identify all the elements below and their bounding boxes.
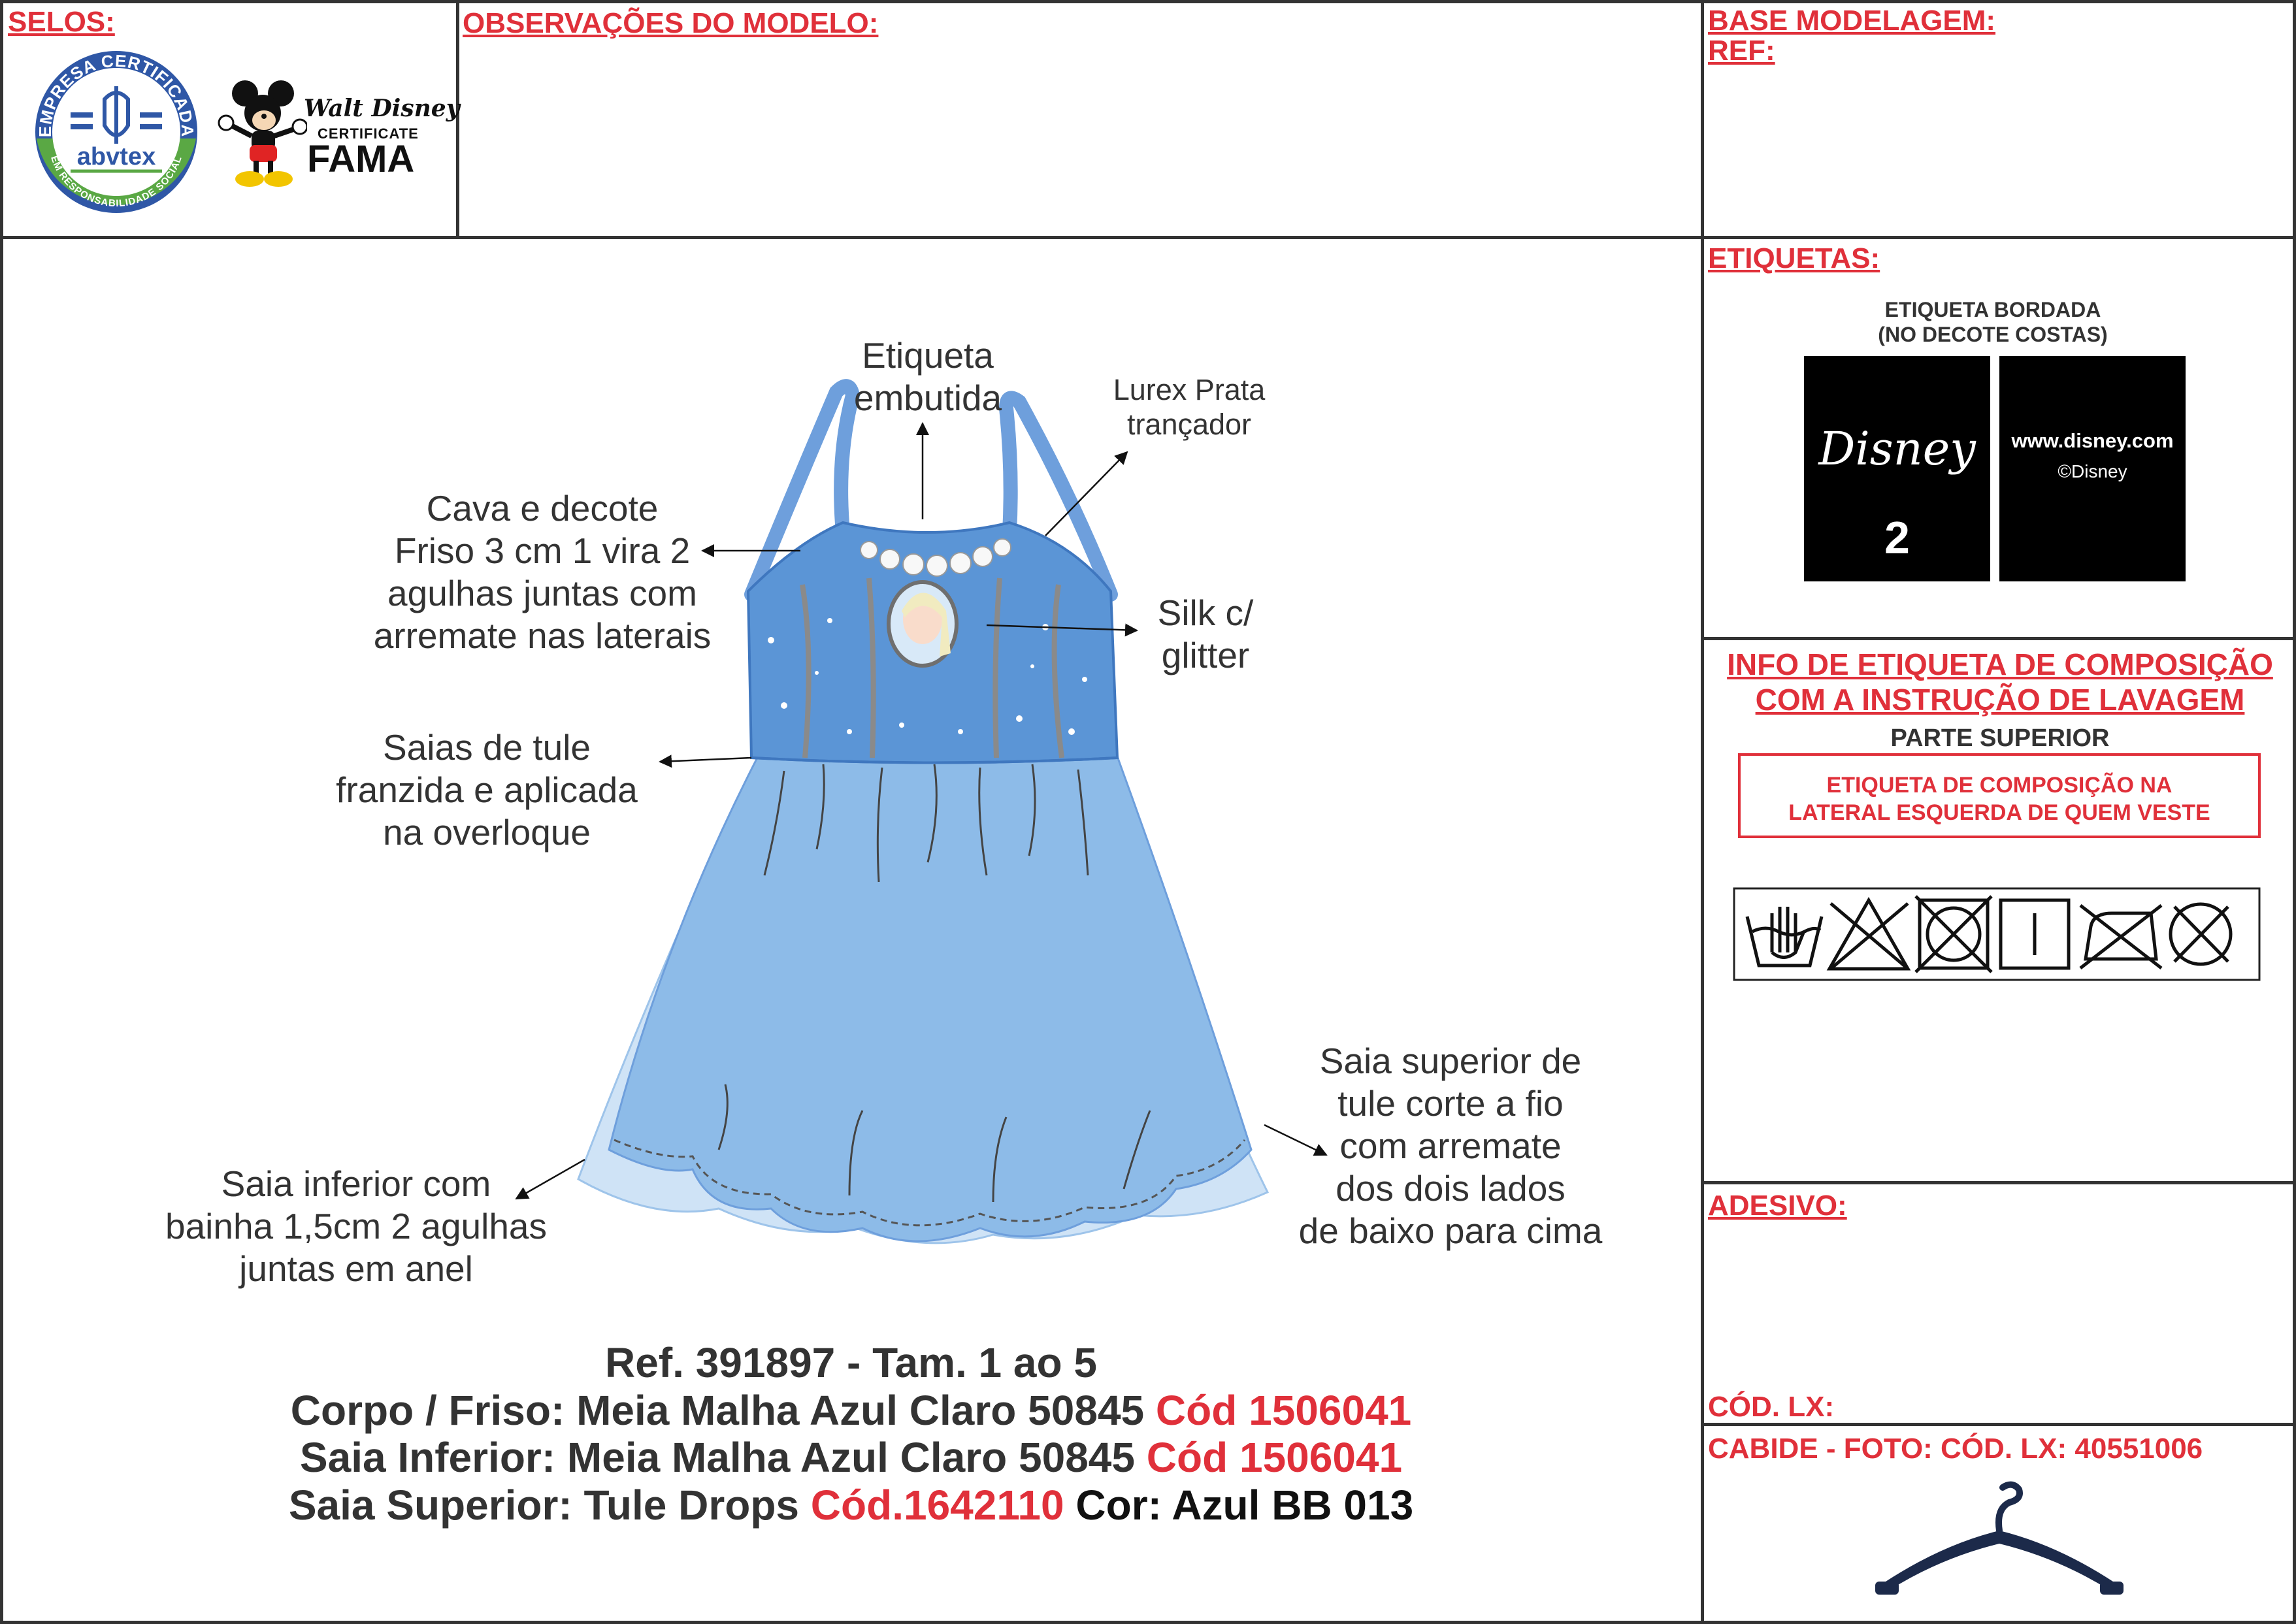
caption-line: ETIQUETA BORDADA — [1884, 298, 2101, 321]
callout-line: Etiqueta — [862, 335, 994, 376]
spec-ref-text: Ref. 391897 - Tam. 1 ao 5 — [605, 1339, 1097, 1386]
callout-line: bainha 1,5cm 2 agulhas — [165, 1206, 548, 1246]
composition-part: PARTE SUPERIOR — [1890, 724, 2110, 752]
walt-disney-script-logo: Walt Disney — [304, 95, 460, 122]
disney-label-front — [1804, 356, 1990, 581]
composition-box-line: ETIQUETA DE COMPOSIÇÃO NA — [1826, 773, 2173, 798]
composition-title-line: COM A INSTRUÇÃO DE LAVAGEM — [1755, 683, 2245, 717]
callout-saias-tule — [314, 726, 660, 854]
callout-saia-inferior — [144, 1163, 568, 1290]
callout-line: de baixo para cima — [1298, 1210, 1603, 1251]
svg-text:EMPRESA CERTIFICADA: EMPRESA CERTIFICADA — [35, 50, 198, 138]
callout-line: Saias de tule — [383, 727, 591, 768]
callout-line: com arremate — [1339, 1126, 1562, 1166]
seals-title: SELOS: — [8, 6, 115, 38]
callout-line: Saia superior de — [1319, 1041, 1582, 1081]
callout-line: Saia inferior com — [221, 1163, 491, 1204]
composition-box-line: LATERAL ESQUERDA DE QUEM VESTE — [1788, 800, 2210, 825]
spec-saia-inferior-text: Saia Inferior: Meia Malha Azul Claro 50845 — [299, 1434, 1147, 1481]
disney-copyright: ©Disney — [2058, 461, 2127, 481]
callout-silk-glitter — [1140, 592, 1271, 677]
callout-line: Cava e decote — [426, 488, 659, 528]
caption-line: (NO DECOTE COSTAS) — [1878, 323, 2108, 346]
spec-saia-superior-code: Cód.1642110 — [810, 1482, 1064, 1529]
hanger-title: CABIDE - FOTO: CÓD. LX: 40551006 — [1708, 1433, 2203, 1465]
spec-corpo-code: Cód 1506041 — [1155, 1387, 1412, 1434]
embroidered-label-caption — [1803, 297, 2182, 347]
model-notes-title: OBSERVAÇÕES DO MODELO: — [463, 7, 879, 39]
spec-saia-inferior-code: Cód 1506041 — [1146, 1434, 1403, 1481]
disney-url: www.disney.com — [2011, 429, 2174, 452]
svg-text:EM RESPONSABILIDADE SOCIAL: EM RESPONSABILIDADE SOCIAL — [48, 154, 184, 210]
callout-line: arremate nas laterais — [373, 615, 712, 656]
callout-line: glitter — [1161, 635, 1250, 675]
callout-lurex — [1078, 372, 1300, 442]
disney-logo: Disney — [1818, 422, 1976, 476]
callout-line: na overloque — [382, 812, 591, 853]
ref-title: REF: — [1708, 35, 1775, 67]
callout-line: Lurex Prata — [1113, 373, 1266, 406]
hanger-icon — [1862, 1473, 2137, 1604]
spec-saia-superior-color: Cor: Azul BB 013 — [1064, 1482, 1414, 1529]
svg-text:abvtex: abvtex — [76, 143, 156, 171]
spec-ref-line — [0, 1339, 1702, 1386]
care-instructions-strip — [1733, 887, 2261, 981]
callout-line: trançador — [1126, 408, 1252, 441]
composition-position-box — [1738, 753, 2261, 838]
composition-title — [1704, 647, 2296, 717]
composition-title-line: INFO DE ETIQUETA DE COMPOSIÇÃO — [1727, 647, 2273, 681]
spec-saia-superior-line — [0, 1482, 1702, 1529]
spec-corpo-line — [0, 1387, 1702, 1434]
labels-title: ETIQUETAS: — [1708, 242, 1880, 274]
abvtex-seal-logo — [31, 47, 201, 217]
fama-label: FAMA — [307, 138, 415, 180]
base-modelagem-title: BASE MODELAGEM: — [1708, 5, 1995, 37]
divider-hanger — [1701, 1423, 2296, 1426]
callout-etiqueta-embutida — [830, 334, 1026, 419]
callout-line: tule corte a fio — [1337, 1083, 1564, 1124]
spec-corpo-text: Corpo / Friso: Meia Malha Azul Claro 50845 — [290, 1387, 1156, 1434]
adhesive-title: ADESIVO: — [1708, 1190, 1847, 1222]
callout-line: embutida — [853, 378, 1002, 418]
certificate-label: CERTIFICATE — [318, 125, 419, 142]
spec-saia-superior-text: Saia Superior: Tule Drops — [288, 1482, 811, 1529]
disney-label-back — [1999, 356, 2186, 581]
callout-saia-superior — [1268, 1040, 1633, 1252]
callout-line: agulhas juntas com — [387, 573, 697, 613]
mickey-mascot-icon — [216, 77, 307, 188]
spec-saia-inferior-line — [0, 1434, 1702, 1481]
callout-line: Friso 3 cm 1 vira 2 — [394, 530, 691, 571]
callout-line: Silk c/ — [1157, 593, 1254, 633]
divider-labels — [1701, 637, 2296, 640]
callout-line: juntas em anel — [239, 1248, 473, 1289]
callout-line: franzida e aplicada — [336, 770, 638, 810]
label-size-number: 2 — [1884, 512, 1910, 563]
no-tumble-dry-icon — [1916, 896, 1992, 972]
callout-cava-decote — [340, 487, 745, 657]
lx-code-label: CÓD. LX: — [1708, 1391, 1835, 1423]
divider-adhesive — [1701, 1181, 2296, 1184]
callout-line: dos dois lados — [1336, 1168, 1566, 1209]
